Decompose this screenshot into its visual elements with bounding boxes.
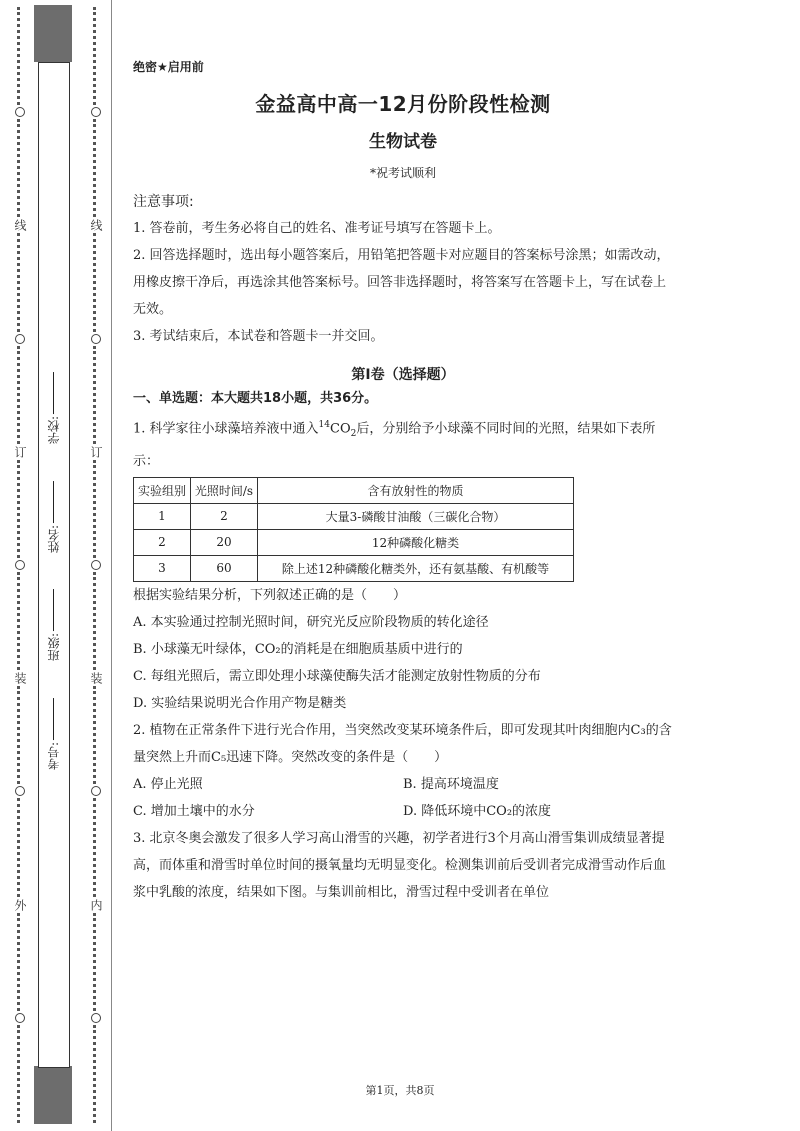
good-luck-note: *祝考试顺利 — [369, 166, 436, 180]
field-class[interactable]: 班级: — [45, 587, 62, 661]
option-a[interactable]: A. 本实验通过控制光照时间，研究光反应阶段物质的转化途径 — [133, 614, 489, 630]
exam-title: 金益高中高一12月份阶段性检测 — [255, 92, 551, 116]
table-cell: 20 — [191, 529, 258, 555]
outer-seal-line — [8, 5, 32, 1125]
part-heading: 一、单选题：本大题共18小题，共36分。 — [133, 391, 378, 406]
binding-margin — [0, 0, 112, 1131]
question-stem: 3. 北京冬奥会激发了很多人学习高山滑雪的兴趣，初学者进行3个月高山滑雪集训成绩显著提高，而体重和滑雪时单位时间的摄氧量均无明显变化。检测集训前后受训者完成滑雪动作后血浆中乳酸的浓度，结果如下图。与集训前相比，滑雪过程中受训者在单位 — [133, 830, 667, 900]
field-name[interactable]: 姓名: — [45, 479, 62, 553]
circle-mark — [15, 1013, 25, 1023]
table-cell: 大量3-磷酸甘油酸（三碳化合物） — [258, 503, 574, 529]
circle-mark — [15, 107, 25, 117]
option-b[interactable]: B. 提高环境温度 — [403, 776, 499, 792]
student-info-fields — [42, 370, 64, 770]
circle-mark — [91, 1013, 101, 1023]
seal-label: 订 — [89, 445, 103, 458]
question-2 — [133, 717, 673, 825]
table-cell: 除上述12种磷酸化糖类外，还有氨基酸、有机酸等 — [258, 555, 574, 581]
option-d[interactable]: D. 降低环境中CO₂的浓度 — [403, 803, 552, 819]
question-1 — [133, 412, 673, 717]
notice-item: 1. 答卷前，考生务必将自己的姓名、准考证号填写在答题卡上。 — [133, 221, 501, 236]
seal-label: 外 — [13, 898, 27, 911]
field-school[interactable]: 学校: — [45, 370, 62, 444]
circle-mark — [91, 560, 101, 570]
notice-item: 2. 回答选择题时，选出每小题答案后，用铅笔把答题卡对应题目的答案标号涂黑；如需改动，用橡皮擦干净后，再选涂其他答案标号。回答非选择题时，将答案写在答题卡上，写在试卷上无效。 — [133, 248, 670, 317]
table-cell: 60 — [191, 555, 258, 581]
circle-mark — [15, 560, 25, 570]
table-header: 含有放射性的物质 — [258, 477, 574, 503]
table-header-row — [134, 477, 574, 503]
notice-list — [133, 215, 673, 350]
option-b[interactable]: B. 小球藻无叶绿体，CO₂的消耗是在细胞质基质中进行的 — [133, 641, 463, 657]
circle-mark — [15, 334, 25, 344]
circle-mark — [15, 786, 25, 796]
table-header: 实验组别 — [134, 477, 191, 503]
seal-label: 订 — [13, 445, 27, 458]
seal-label: 装 — [13, 672, 27, 685]
option-d[interactable]: D. 实验结果说明光合作用产物是糖类 — [133, 695, 347, 711]
question-prompt: 根据实验结果分析，下列叙述正确的是（ ） — [133, 587, 407, 603]
seal-label: 线 — [89, 219, 103, 232]
results-table — [133, 477, 574, 582]
table-row — [134, 555, 574, 581]
table-cell: 1 — [134, 503, 191, 529]
grey-band-top — [34, 5, 72, 62]
circle-mark — [91, 786, 101, 796]
inner-seal-line — [84, 5, 108, 1125]
exam-subtitle: 生物试卷 — [369, 132, 437, 152]
notice-item: 3. 考试结束后，本试卷和答题卡一并交回。 — [133, 329, 384, 344]
section-title: 第I卷（选择题） — [351, 367, 455, 383]
page-footer: 第1页，共8页 — [365, 1084, 435, 1097]
question-3 — [133, 825, 673, 906]
seal-label: 内 — [89, 898, 103, 911]
question-stem: 1. 科学家往小球藻培养液中通入$^{14}CO_2$后，分别给予小球藻不同时间的光照，结果如下表所示： — [133, 420, 656, 469]
table-row — [134, 503, 574, 529]
field-exam-number[interactable]: 考号: — [45, 696, 62, 770]
exam-page — [133, 58, 673, 906]
confidential-mark: 绝密★启用前 — [133, 60, 204, 74]
option-a[interactable]: A. 停止光照 — [133, 776, 203, 792]
table-row — [134, 529, 574, 555]
margin-rule — [111, 0, 112, 1131]
option-c[interactable]: C. 增加土壤中的水分 — [133, 803, 255, 819]
circle-mark — [91, 107, 101, 117]
table-cell: 12种磷酸化糖类 — [258, 529, 574, 555]
option-c[interactable]: C. 每组光照后，需立即处理小球藻使酶失活才能测定放射性物质的分布 — [133, 668, 541, 684]
circle-mark — [91, 334, 101, 344]
table-cell: 2 — [191, 503, 258, 529]
seal-label: 线 — [13, 219, 27, 232]
table-cell: 2 — [134, 529, 191, 555]
table-cell: 3 — [134, 555, 191, 581]
notice-heading: 注意事项: — [133, 194, 194, 210]
question-stem: 2. 植物在正常条件下进行光合作用，当突然改变某环境条件后，即可发现其叶肉细胞内C₃的含量突然上升而C₅迅速下降。突然改变的条件是（ ） — [133, 722, 672, 765]
table-header: 光照时间/s — [191, 477, 258, 503]
seal-label: 装 — [89, 672, 103, 685]
